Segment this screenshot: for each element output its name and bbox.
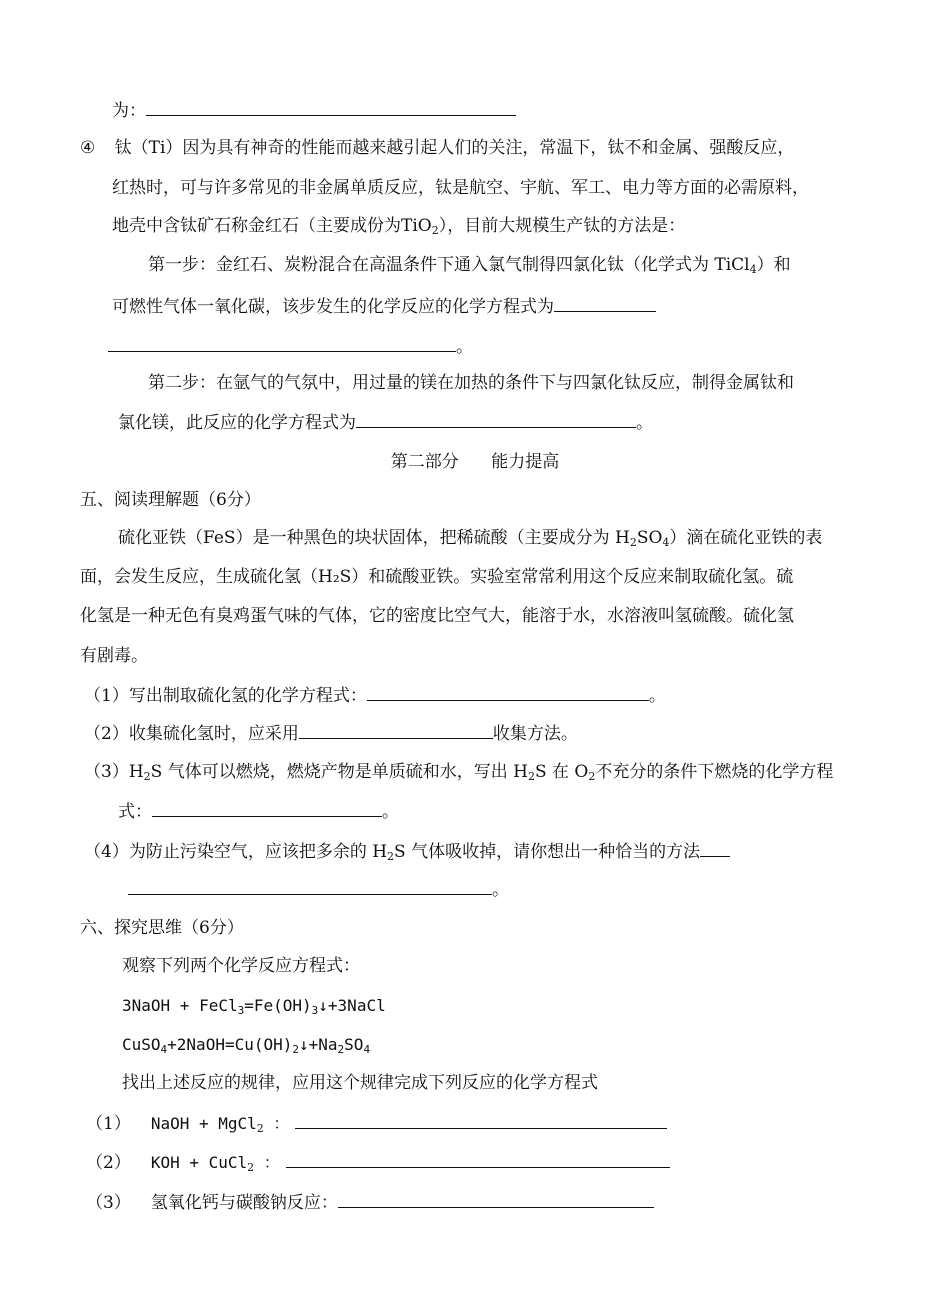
sec6-equation-2: $CuSO_4+2NaOH=Cu(OH)_2↓+Na_2SO_4$ [122, 1035, 371, 1056]
step2-line-1: 第二步：在氩气的气氛中，用过量的镁在加热的条件下与四氯化钛反应，制得金属钛和 [148, 373, 794, 393]
sec5-q2: （2）收集硫化氢时，应采用 收集方法。 [84, 724, 578, 744]
sec5-q4-line-1: （4）为防止污染空气，应该把多余的 $H_2S$ 气体吸收掉，请你想出一种恰当的方法 [84, 840, 730, 863]
sec5-q3-line-1: $(3)H_2S$ 气体可以燃烧，燃烧产物是单质硫和水，写出 $H_2S$ 在 $O_2$不充分的条件下燃烧的化学方程 [84, 762, 834, 783]
q4-line-3: 地壳中含钛矿石称金红石（主要成份为TiO$_2$），目前大规模生产钛的方法是： [112, 216, 686, 237]
sec6-item-2-blank[interactable] [286, 1151, 670, 1168]
sec6-task: 找出上述反应的规律，应用这个规律完成下列反应的化学方程式 [122, 1073, 598, 1093]
sec5-q3-line-2: 式： 。 [118, 802, 399, 822]
sec5-q4-blank-b[interactable] [128, 878, 492, 895]
sec5-heading: 五、阅读理解题（6分） [80, 490, 261, 510]
sec5-q1-blank[interactable] [367, 684, 649, 701]
sec5-q4-blank-a[interactable] [700, 840, 730, 857]
sec6-heading: 六、探究思维（6分） [80, 918, 244, 938]
sec6-intro: 观察下列两个化学反应方程式： [122, 956, 360, 976]
sec5-para-line-4: 有剧毒。 [80, 646, 148, 666]
sec5-para-line-3: 化氢是一种无色有臭鸡蛋气味的气体，它的密度比空气大，能溶于水，水溶液叫氢硫酸。硫化氢 [80, 606, 794, 626]
part2-title: 第二部分 能力提高 [390, 452, 560, 472]
sec6-item-1-blank[interactable] [295, 1112, 667, 1129]
answer-line-prev [112, 99, 516, 122]
q4-line-2: 红热时，可与许多常见的非金属单质反应，钛是航空、宇航、军工、电力等方面的必需原料， [112, 178, 809, 198]
sec6-item-2: （2） KOH + CuCl$_2$ ： [86, 1151, 670, 1174]
sec5-q3-blank[interactable] [152, 800, 382, 817]
answer-blank[interactable] [146, 99, 516, 116]
sec5-para-line-2: 面，会发生反应，生成硫化氢（H₂S）和硫酸亚铁。实验室常常利用这个反应来制取硫化氢。硫 [80, 567, 794, 587]
sec6-equation-1: 3NaOH + $FeCl_3=Fe(OH)_3↓+3NaCl$ [122, 996, 386, 1017]
sec5-q2-blank[interactable] [299, 722, 493, 739]
answer-label: 为： [112, 101, 146, 121]
step1-blank-b[interactable] [108, 335, 456, 352]
step2-line-2: 氯化镁，此反应的化学方程式为 。 [118, 413, 653, 433]
step2-blank[interactable] [356, 411, 636, 428]
sec6-item-3-blank[interactable] [338, 1191, 654, 1208]
q4-line-1 [80, 137, 794, 159]
sec5-para-line-1: 硫化亚铁（FeS）是一种黑色的块状固体，把稀硫酸（主要成分为 $H_2SO_4$）滴在硫化亚铁的表 [118, 528, 823, 549]
q4-marker: ④ [80, 138, 96, 158]
q4-intro-text: 钛（Ti）因为具有神奇的性能而越来越引起人们的关注，常温下，钛不和金属、强酸反应， [114, 138, 795, 158]
sec6-item-1: （1） NaOH + MgCl$_2$ ： [86, 1112, 667, 1135]
step1-line-1: 第一步：金红石、炭粉混合在高温条件下通入氯气制得四氯化钛（化学式为 TiCl$_4$）和 [148, 255, 791, 276]
step1-line-2: 可燃性气体一氧化碳，该步发生的化学反应的化学方程式为 [112, 295, 656, 318]
step1-blank-a[interactable] [554, 295, 656, 312]
sec5-q4-line-2: 。 [128, 878, 509, 901]
sec6-item-3: （3） 氢氧化钙与碳酸钠反应： [86, 1191, 654, 1214]
step1-line-3: 。 [108, 335, 473, 358]
sec5-q1: （1）写出制取硫化氢的化学方程式： 。 [84, 686, 666, 706]
